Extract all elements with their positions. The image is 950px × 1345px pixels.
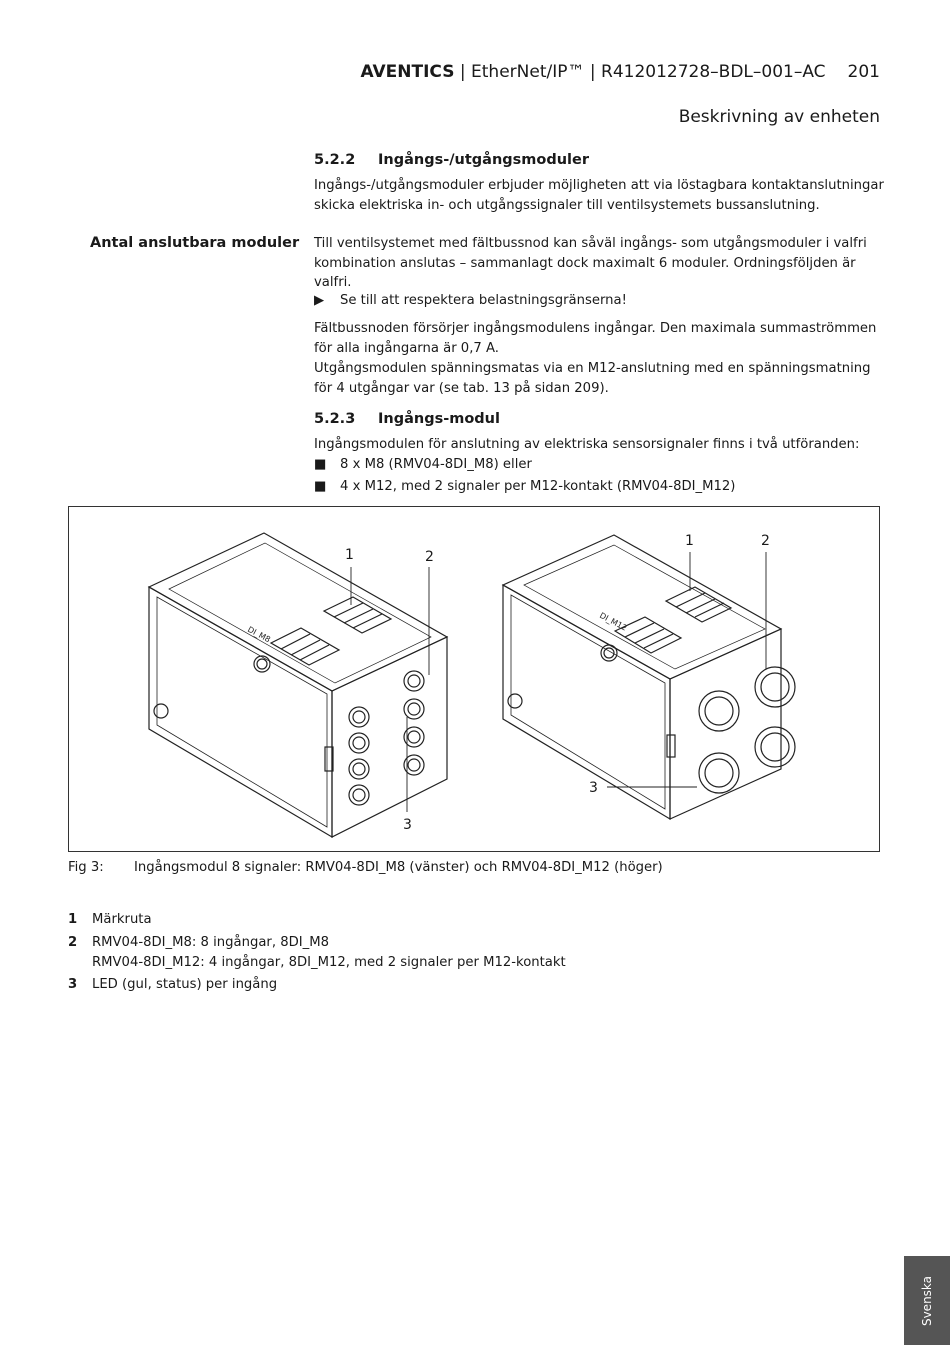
caption-label: Fig 3: <box>68 860 104 875</box>
language-tab-label: Svenska <box>920 1275 934 1326</box>
paragraph-intro: Ingångs-/utgångsmoduler erbjuder möjligheten att via löstagbara kontaktanslutningar skicka elektriska in- och utgångssignaler till ventilsystemets bussanslutning. <box>314 178 884 213</box>
page-number: 201 <box>847 62 880 82</box>
figure-frame <box>68 506 880 852</box>
callout-2-left: 2 <box>425 549 434 565</box>
m8-module-drawing <box>149 533 447 837</box>
product-id: | EtherNet/IP™ | R412012728–BDL–001–AC <box>454 62 826 82</box>
caption-text: Ingångsmodul 8 signaler: RMV04-8DI_M8 (vänster) och RMV04-8DI_M12 (höger) <box>134 860 663 875</box>
section-number: 5.2.2 <box>314 152 356 168</box>
figure-caption <box>68 860 663 875</box>
instruction <box>314 293 627 308</box>
module-label-right: DI_M12 <box>598 610 629 633</box>
instruction-text: Se till att respektera belastningsgränserna! <box>340 293 627 308</box>
list-item: ■ 8 x M8 (RMV04-8DI_M8) eller <box>314 457 532 472</box>
callout-3-right: 3 <box>589 780 598 796</box>
language-tab <box>904 1256 950 1345</box>
section-number: 5.2.3 <box>314 411 356 427</box>
list-item: ■ 4 x M12, med 2 signaler per M12-kontakt (RMV04-8DI_M12) <box>314 479 736 494</box>
callout-3-left: 3 <box>403 817 412 833</box>
chapter-title: Beskrivning av enheten <box>678 107 880 127</box>
module-illustration <box>69 507 881 853</box>
paragraph-modules: Till ventilsystemet med fältbussnod kan såväl ingångs- som utgångsmoduler i valfri kombination anslutas – sammanlagt dock maximalt 6 moduler. Ordningsföljden är valfri. <box>314 236 867 290</box>
section-title: Ingångs-/utgångsmoduler <box>378 152 590 168</box>
square-bullet-icon: ■ <box>314 457 327 472</box>
section-heading-5-2-3 <box>314 411 500 427</box>
m8-connector-column <box>349 671 424 805</box>
running-header <box>361 62 880 82</box>
m12-module-drawing <box>503 535 795 819</box>
paragraph-variants: Ingångsmodulen för anslutning av elektriska sensorsignaler finns i två utföranden: <box>314 437 860 452</box>
section-heading-5-2-2 <box>314 152 589 168</box>
module-label-left: DI_M8 <box>246 624 272 645</box>
side-heading: Antal anslutbara moduler <box>90 235 300 251</box>
callout-2-right: 2 <box>761 533 770 549</box>
paragraph-current: Fältbussnoden försörjer ingångsmodulens ingångar. Den maximala summaströmmen för alla ingångarna är 0,7 A. <box>314 321 877 356</box>
paragraph-output: Utgångsmodulen spänningsmatas via en M12-anslutning med en spänningsmatning för 4 utgångar var (se tab. 13 på sidan 209). <box>314 361 871 396</box>
triangle-icon: ▶ <box>314 293 325 308</box>
section-title: Ingångs-modul <box>378 411 500 427</box>
callout-1-left: 1 <box>345 547 354 563</box>
brand: AVENTICS <box>360 62 455 82</box>
square-bullet-icon: ■ <box>314 479 327 494</box>
callout-1-right: 1 <box>685 533 694 549</box>
